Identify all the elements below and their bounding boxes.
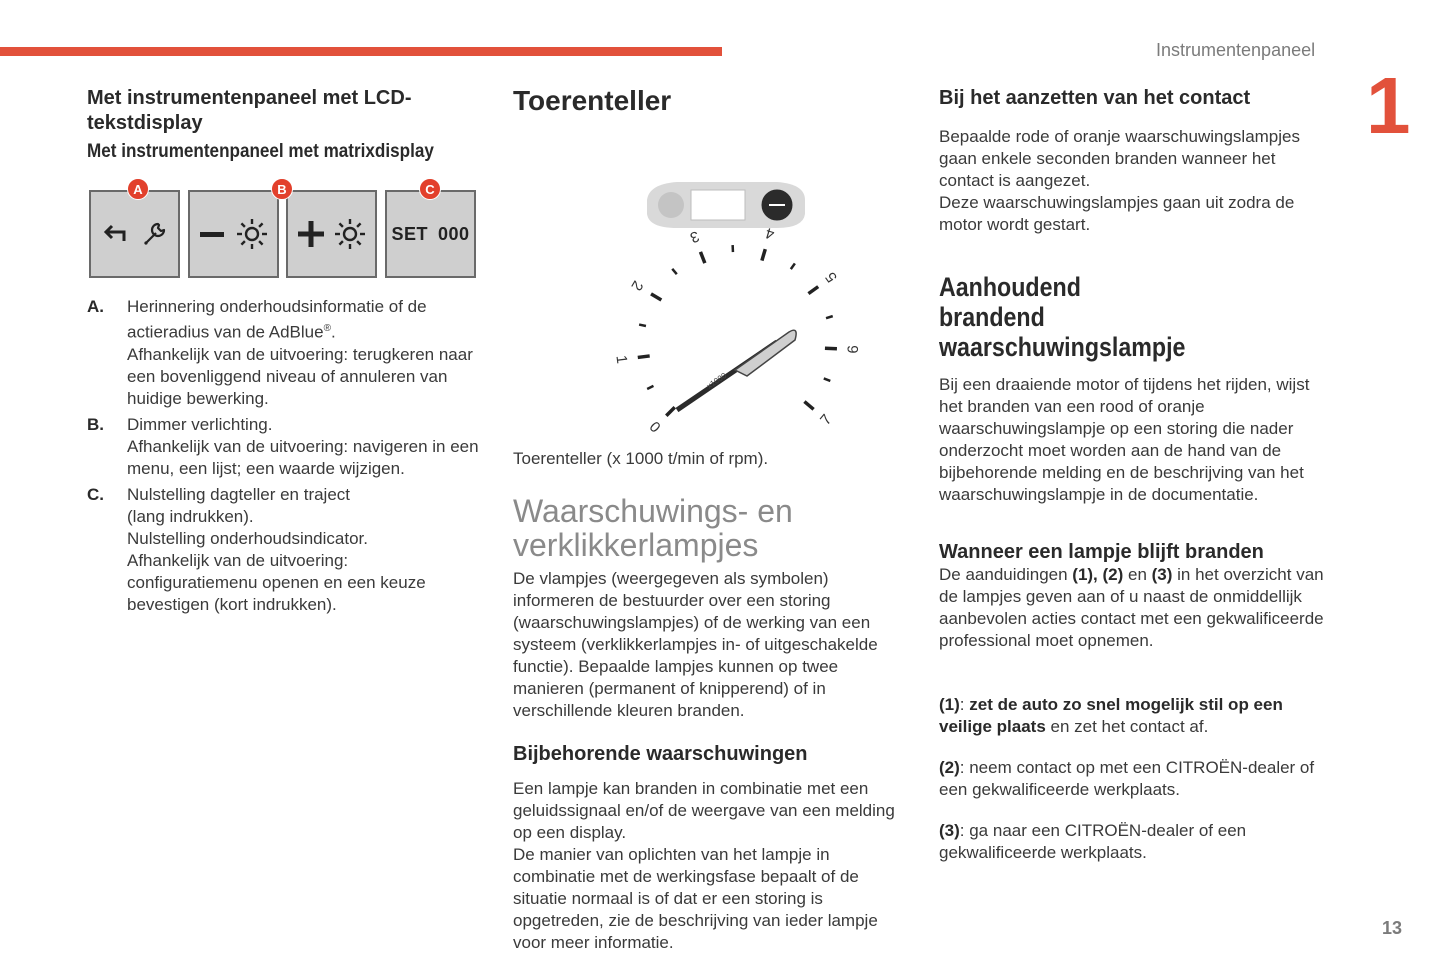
tachometer-illustration (567, 170, 907, 440)
accent-bar (0, 47, 722, 56)
button-b-plus (286, 190, 377, 278)
note-1 (939, 694, 1334, 738)
major-tick (804, 402, 813, 410)
set-label: SET (391, 223, 428, 244)
minor-tick (639, 325, 646, 326)
associated-warnings-text2: De manier van oplichten van het lampje in combinatie met de werkingsfase bepaalt of de situatie normaal is of dat er een storing is opgetreden, zie de beschrijving van ieder lampje voor meer informatie. (513, 845, 878, 952)
gauge-label: 0 (645, 418, 664, 437)
tachometer-heading: Toerenteller (513, 85, 672, 116)
sun-icon (333, 217, 367, 251)
gauge-label: 1 (612, 354, 631, 365)
item-c-line4: Afhankelijk van de uitvoering: configuratiemenu openen en een keuze bevestigen (kort indrukken). (127, 550, 426, 614)
gauge-label: 6 (844, 344, 863, 354)
major-tick (651, 294, 661, 300)
matrix-display-heading: Met instrumentenpaneel met matrixdisplay (87, 141, 434, 162)
warning-lights-text: De vlampjes (weergegeven als symbolen) informeren de bestuurder over een storing (waarschuwingslampjes) of de werking van een systeem (verklikkerlampjes in- of uitgeschakelde functie). Bepaalde lampjes kunnen op twee manieren (permanent of knipperend) of in verschillende kleuren branden. (513, 569, 878, 720)
ignition-text1: Bepaalde rode of oranje waarschuwingslampjes gaan enkele seconden branden wanneer het contact is aangezet. (939, 127, 1300, 190)
plus-icon (296, 219, 326, 249)
badge-b: B (271, 178, 293, 200)
major-tick (762, 249, 765, 261)
major-tick (700, 252, 704, 263)
button-a (89, 190, 180, 278)
warning-lights-heading: Waarschuwings- en verklikkerlampjes (513, 493, 793, 563)
gauge-label: 3 (687, 227, 702, 246)
list-marker: A. (87, 297, 104, 316)
sun-icon (235, 217, 269, 251)
column-tachometer (513, 84, 908, 954)
registered-mark: ® (323, 323, 331, 334)
item-b-line1: Dimmer verlichting. (127, 414, 273, 434)
ignition-text2: Deze waarschuwingslampjes gaan uit zodra de motor wordt gestart. (939, 193, 1295, 234)
major-tick (808, 287, 818, 294)
column-lcd-display (87, 86, 482, 620)
page-number: 13 (1382, 918, 1403, 938)
badge-c: C (419, 178, 441, 200)
needle-label: x1000 (705, 371, 729, 391)
list-item (87, 414, 482, 480)
stays-text-part: in het overzicht van de lampjes geven aan of u naast de onmiddellijk aanbevolen acties contact met een gekwalificeerde professional moet opnemen. (939, 565, 1324, 650)
list-marker: B. (87, 414, 104, 434)
associated-warnings-text1: Een lampje kan branden in combinatie met een geluidssignaal en/of de weergave van een melding op een display. (513, 779, 895, 842)
item-a-line1: Herinnering onderhoudsinformatie of de actieradius van de AdBlue (127, 297, 427, 342)
minus-icon (198, 219, 226, 249)
button-c (385, 190, 476, 278)
note-1-sep: : (959, 695, 970, 714)
button-b-minus (188, 190, 279, 278)
item-a-line2: Afhankelijk van de uitvoering: terugkeren naar een bovenliggend niveau of annuleren van huidige bewerking. (127, 344, 473, 408)
associated-warnings-heading: Bijbehorende waarschuwingen (513, 743, 808, 765)
ignition-heading: Bij het aanzetten van het contact (939, 87, 1251, 109)
minor-tick (826, 316, 833, 318)
stays-text-bold: (1), (2) (1072, 565, 1124, 584)
note-2-marker: (2) (939, 758, 960, 777)
list-item (87, 296, 482, 410)
lcd-display-heading: Met instrumentenpaneel met LCD-tekstdisplay (87, 87, 412, 134)
item-c-line3: Nulstelling onderhoudsindicator. (127, 528, 368, 548)
item-c-line1: Nulstelling dagteller en traject (127, 484, 351, 504)
stays-text-part: en (1123, 565, 1152, 584)
stays-text-part: De aanduidingen (939, 565, 1073, 584)
lamp-stays-on-text (939, 564, 1334, 652)
gauge-label: 7 (817, 411, 836, 429)
note-3 (939, 820, 1299, 864)
minor-tick (672, 269, 677, 274)
stays-text-bold: (3) (1151, 565, 1173, 584)
running-head: Instrumentenpaneel (1156, 40, 1316, 60)
note-2-rest: : neem contact op met een CITROËN-dealer of een gekwalificeerde werkplaats. (939, 758, 1315, 799)
note-1-rest: en zet het contact af. (1045, 717, 1209, 736)
persistent-warning-text: Bij een draaiende motor of tijdens het rijden, wijst het branden van een rood of oranje waarschuwingslampje op een storing die nader onderzocht moet worden aan de hand van de bijbehorende melding en de beschrijving van het waarschuwingslampje in de documentatie. (939, 375, 1310, 504)
persistent-warning-heading: Aanhoudend brandend waarschuwingslampje (939, 272, 1186, 362)
control-buttons-illustration (87, 178, 482, 288)
badge-a: A (127, 178, 149, 200)
column-warning-behaviour (939, 84, 1344, 864)
list-marker: C. (87, 484, 104, 504)
chapter-number: 1 (1366, 61, 1411, 150)
note-1-bold: zet de auto zo snel mogelijk stil op een veilige plaats (939, 695, 1283, 736)
gauge-label: 4 (763, 223, 777, 243)
item-b-line2: Afhankelijk van de uitvoering: navigeren in een menu, een lijst; een waarde wijzigen. (127, 436, 479, 478)
tachometer-caption: Toerenteller (x 1000 t/min of rpm). (513, 449, 769, 468)
button-descriptions (87, 296, 482, 616)
major-tick (666, 407, 674, 415)
back-arrow-icon (100, 219, 130, 249)
note-2 (939, 757, 1334, 801)
tachometer-needle (677, 330, 796, 410)
lamp-stays-on-heading: Wanneer een lampje blijft branden (939, 541, 1264, 563)
gauge-label: 2 (627, 277, 647, 294)
minor-tick (824, 378, 831, 381)
major-tick (638, 356, 650, 357)
minor-tick (791, 263, 795, 269)
note-3-marker: (3) (939, 821, 960, 840)
set-digits: 000 (437, 223, 470, 244)
note-3-rest: : ga naar een CITROËN-dealer of een gekwalificeerde werkplaats. (939, 821, 1247, 862)
list-item (87, 484, 482, 616)
item-c-line2: (lang indrukken). (127, 506, 254, 526)
minor-tick (647, 386, 653, 389)
gauge-label: 5 (822, 268, 841, 286)
wrench-icon (139, 219, 169, 249)
dashboard-pictogram (647, 182, 805, 228)
note-1-marker: (1) (939, 695, 960, 714)
item-a-period: . (330, 322, 336, 342)
